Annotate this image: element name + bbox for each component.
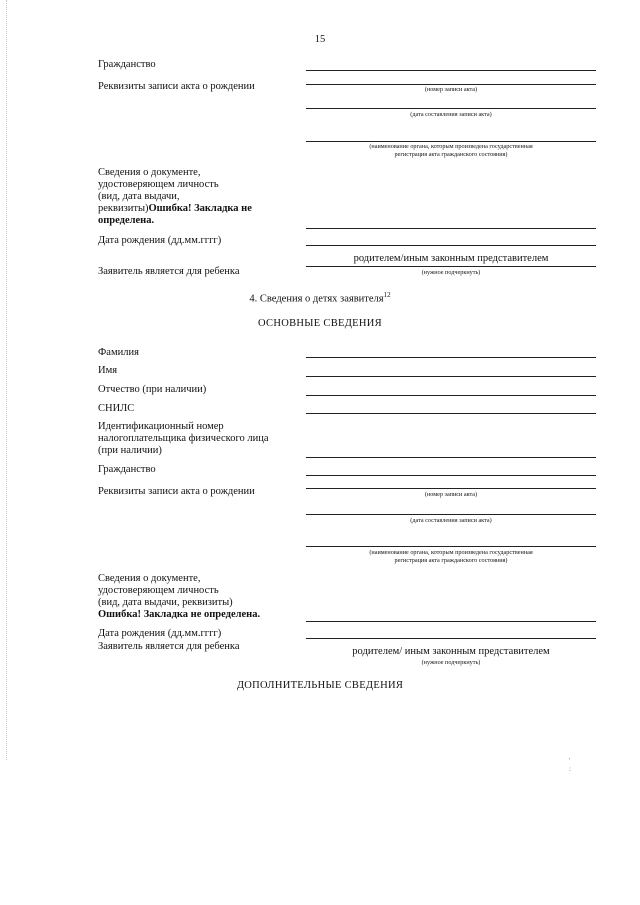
bookmark-error-1: Ошибка! Закладка не bbox=[148, 203, 252, 214]
record-number-field[interactable] bbox=[306, 84, 596, 85]
child-id-doc-label-2: удостоверяющем личность bbox=[98, 585, 219, 596]
section-4-heading bbox=[0, 291, 640, 305]
inn-field[interactable] bbox=[306, 457, 596, 458]
inn-label-1: Идентификационный номер bbox=[98, 421, 224, 432]
id-doc-label-2: удостоверяющем личность bbox=[98, 179, 219, 190]
birth-date-field[interactable] bbox=[306, 245, 596, 246]
parent-option-text: родителем/иным законным представителем bbox=[353, 253, 549, 264]
name-label: Имя bbox=[98, 365, 118, 376]
child-birth-date-field[interactable] bbox=[306, 638, 596, 639]
child-id-doc-label-3: (вид, дата выдачи, реквизиты) bbox=[98, 597, 233, 608]
patronymic-label: Отчество (при наличии) bbox=[98, 384, 207, 395]
bookmark-error-2: определена. bbox=[98, 215, 155, 226]
child-citizenship-field[interactable] bbox=[306, 475, 596, 476]
birth-record-label: Реквизиты записи акта о рождении bbox=[98, 81, 255, 92]
child-authority-caption-1: (наименование органа, которым произведена государственная bbox=[369, 549, 533, 556]
authority-field[interactable] bbox=[306, 141, 596, 142]
surname-label: Фамилия bbox=[98, 347, 139, 358]
id-doc-label-4a: реквизиты) bbox=[98, 203, 149, 214]
inn-label-2: налогоплательщика физического лица bbox=[98, 433, 269, 444]
record-date-field[interactable] bbox=[306, 108, 596, 109]
id-doc-field[interactable] bbox=[306, 228, 596, 229]
citizenship-field[interactable] bbox=[306, 70, 596, 71]
scan-marks: ' : bbox=[569, 757, 571, 773]
child-bookmark-error: Ошибка! Закладка не определена. bbox=[98, 609, 261, 620]
id-doc-label-1: Сведения о документе, bbox=[98, 167, 201, 178]
page-number: 15 bbox=[314, 34, 326, 45]
surname-field[interactable] bbox=[306, 357, 596, 358]
scan-edge bbox=[6, 0, 7, 760]
child-parent-option-text[interactable]: родителем/ иным законным представителем bbox=[352, 646, 550, 657]
main-info-heading: ОСНОВНЫЕ СВЕДЕНИЯ bbox=[258, 318, 382, 329]
child-record-number-field[interactable] bbox=[306, 488, 596, 489]
child-record-number-caption: (номер записи акта) bbox=[424, 491, 478, 498]
additional-info-heading: ДОПОЛНИТЕЛЬНЫЕ СВЕДЕНИЯ bbox=[236, 680, 404, 691]
footnote-mark: 12 bbox=[383, 291, 391, 299]
birth-date-label: Дата рождения (дд.мм.гггг) bbox=[98, 235, 222, 246]
patronymic-field[interactable] bbox=[306, 395, 596, 396]
record-number-caption: (номер записи акта) bbox=[424, 86, 478, 93]
id-doc-label-4 bbox=[98, 203, 252, 215]
name-field[interactable] bbox=[306, 376, 596, 377]
child-authority-field[interactable] bbox=[306, 546, 596, 547]
section-4-heading-text: 4. Сведения о детях заявителя bbox=[249, 293, 384, 305]
applicant-relation-label: Заявитель является для ребенка bbox=[98, 266, 240, 277]
snils-label: СНИЛС bbox=[98, 403, 135, 414]
child-authority-caption-2: регистрация акта гражданского состояния) bbox=[394, 557, 508, 564]
snils-field[interactable] bbox=[306, 413, 596, 414]
child-underline-caption: (нужное подчеркнуть) bbox=[421, 659, 481, 666]
record-date-caption: (дата составления записи акта) bbox=[410, 111, 492, 118]
child-applicant-relation-label: Заявитель является для ребенка bbox=[98, 641, 240, 652]
inn-label-3: (при наличии) bbox=[98, 445, 162, 456]
applicant-relation-field[interactable] bbox=[306, 266, 596, 267]
id-doc-label-3: (вид, дата выдачи, bbox=[98, 191, 180, 202]
underline-caption: (нужное подчеркнуть) bbox=[421, 269, 481, 276]
child-id-doc-field[interactable] bbox=[306, 621, 596, 622]
child-id-doc-label-1: Сведения о документе, bbox=[98, 573, 201, 584]
authority-caption-2: регистрация акта гражданского состояния) bbox=[394, 151, 508, 158]
authority-caption-1: (наименование органа, которым произведена государственная bbox=[369, 143, 533, 150]
child-record-date-field[interactable] bbox=[306, 514, 596, 515]
citizenship-label: Гражданство bbox=[98, 59, 156, 70]
child-birth-date-label: Дата рождения (дд.мм.гггг) bbox=[98, 628, 222, 639]
child-record-date-caption: (дата составления записи акта) bbox=[410, 517, 492, 524]
child-birth-record-label: Реквизиты записи акта о рождении bbox=[98, 486, 255, 497]
child-citizenship-label: Гражданство bbox=[98, 464, 156, 475]
